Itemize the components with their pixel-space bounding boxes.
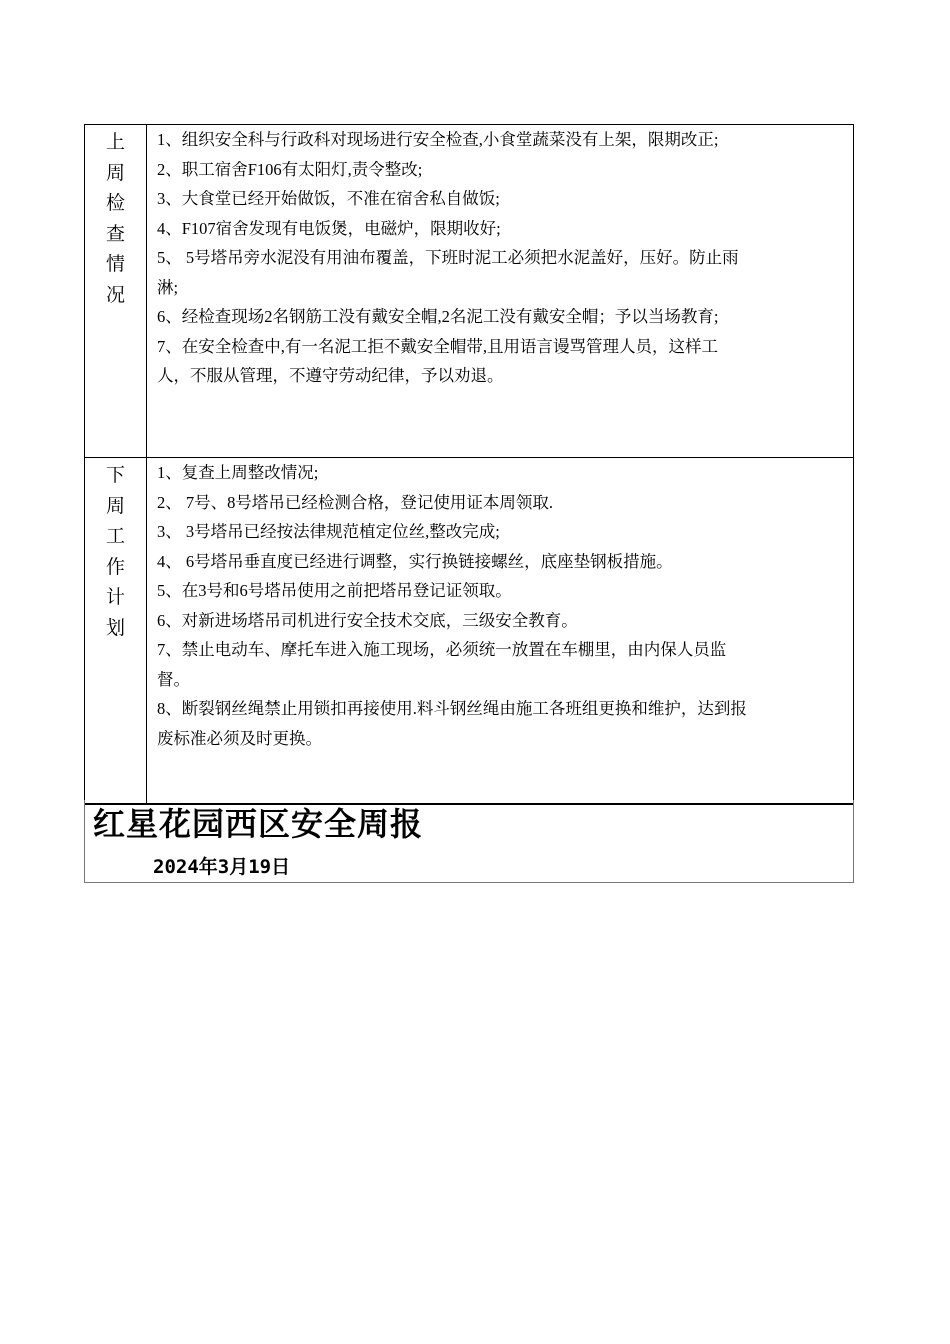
heading-char: 情	[105, 253, 125, 275]
last-week-items	[147, 125, 853, 457]
list-item: 2、职工宿舍F106有太阳灯,责令整改;	[157, 159, 423, 179]
next-week-plan-section	[85, 458, 853, 804]
list-item: 7、禁止电动车、摩托车进入施工现场，必须统一放置在车棚里，由内保人员监	[157, 640, 727, 659]
report-title: 红星花园西区安全周报	[93, 805, 424, 843]
heading-char: 划	[105, 616, 125, 639]
heading-char: 周	[105, 494, 125, 517]
heading-char: 作	[105, 555, 125, 578]
list-item: 2、 7号、8号塔吊已经检测合格，登记使用证本周领取.	[157, 492, 553, 512]
heading-char: 查	[105, 222, 125, 245]
list-item: 5、在3号和6号塔吊使用之前把塔吊登记证领取。	[157, 581, 512, 600]
report-table	[84, 124, 854, 805]
list-item: 3、 3号塔吊已经按法律规范植定位丝,整改完成;	[157, 522, 500, 541]
next-week-heading	[85, 458, 147, 803]
list-item: 人，不服从管理，不遵守劳动纪律，予以劝退。	[157, 366, 504, 385]
list-item: 1、复查上周整改情况;	[157, 463, 319, 482]
list-item: 6、对新进场塔吊司机进行安全技术交底，三级安全教育。	[157, 610, 578, 630]
list-item: 4、F107宿舍发现有电饭煲，电磁炉，限期收好;	[157, 218, 501, 238]
list-item: 8、断裂钢丝绳禁止用锁扣再接使用.料斗钢丝绳由施工各班组更换和维护，达到报	[157, 699, 747, 718]
heading-char: 工	[105, 525, 125, 547]
list-item: 5、 5号塔吊旁水泥没有用油布覆盖，下班时泥工必须把水泥盖好，压好。防止雨	[157, 248, 739, 267]
last-week-heading	[85, 125, 147, 457]
heading-char: 周	[105, 161, 125, 184]
list-item: 淋;	[157, 277, 179, 297]
next-week-items	[147, 458, 853, 803]
list-item: 1、组织安全科与行政科对现场进行安全检查,小食堂蔬菜没有上架，限期改正;	[157, 130, 719, 149]
list-item: 7、在安全检查中,有一名泥工拒不戴安全帽带,且用语言谩骂管理人员，这样工	[157, 336, 718, 356]
heading-char: 下	[105, 464, 125, 486]
report-date: 2024年3月19日	[153, 856, 291, 878]
last-week-inspection-section	[85, 125, 853, 458]
heading-char: 检	[105, 192, 125, 214]
list-item: 废标准必须及时更换。	[157, 728, 322, 748]
report-footer	[84, 800, 854, 883]
list-item: 6、经检查现场2名钢筋工没有戴安全帽,2名泥工没有戴安全帽；予以当场教育;	[157, 307, 719, 326]
heading-char: 计	[105, 586, 125, 608]
list-item: 4、 6号塔吊垂直度已经进行调整，实行换链接螺丝，底座垫钢板措施。	[157, 551, 673, 571]
list-item: 3、大食堂已经开始做饭，不准在宿舍私自做饭;	[157, 189, 500, 208]
list-item: 督。	[157, 669, 190, 689]
heading-char: 况	[105, 283, 125, 306]
heading-char: 上	[105, 131, 125, 153]
